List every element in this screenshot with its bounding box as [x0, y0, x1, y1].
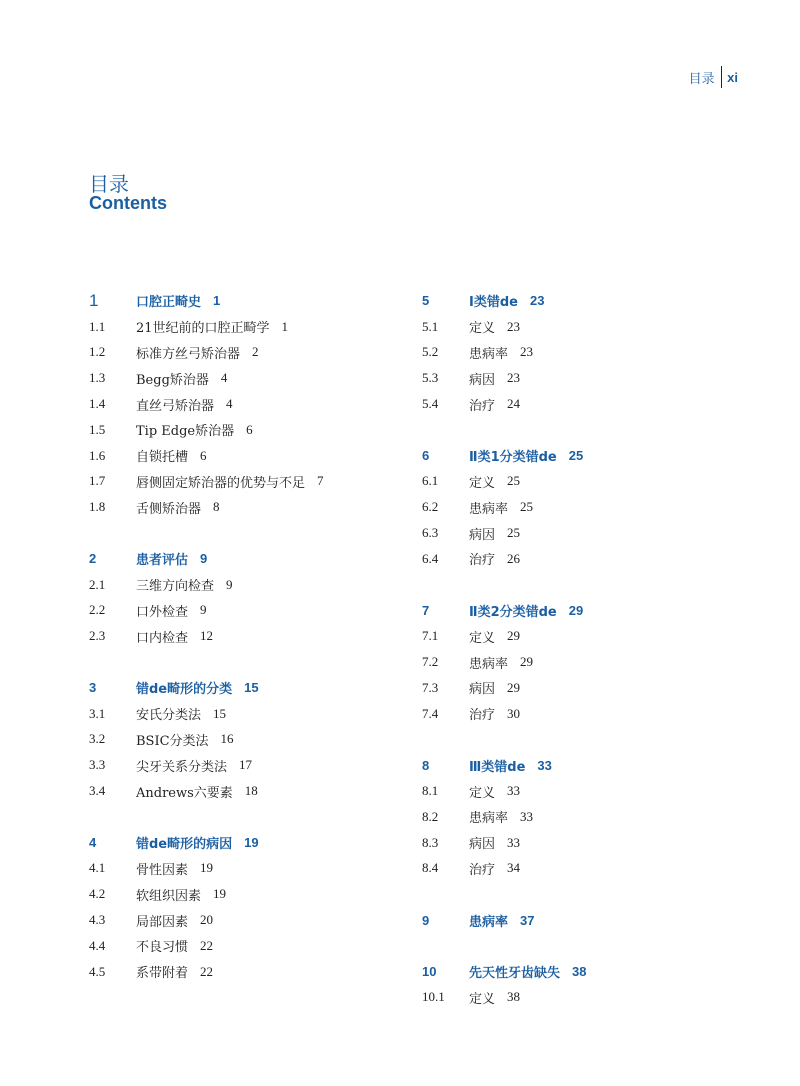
item-page: 7: [317, 473, 324, 489]
toc-chapter[interactable]: [89, 288, 389, 314]
running-header: [689, 66, 738, 88]
chapter-number: 3: [89, 680, 97, 696]
toc-item[interactable]: [422, 649, 742, 675]
chapter-page: 33: [537, 757, 552, 773]
section-spacer: [89, 649, 389, 675]
chapter-title: Ⅱ类2分类错de: [469, 604, 557, 620]
item-page: 12: [200, 628, 214, 644]
toc-left-column: [89, 288, 389, 985]
toc-item[interactable]: [89, 752, 389, 778]
item-page: 23: [507, 370, 521, 386]
item-number: 6.3: [422, 525, 439, 541]
item-title: 标准方丝弓矫治器: [136, 346, 241, 362]
toc-item[interactable]: [89, 907, 389, 933]
item-page: 33: [520, 808, 534, 824]
chapter-page: 29: [568, 602, 584, 618]
item-number: 10.1: [422, 989, 445, 1005]
item-title: 直丝弓矫治器: [136, 398, 215, 414]
item-title: 21世纪前的口腔正畸学: [136, 321, 270, 337]
toc-item[interactable]: [422, 856, 742, 882]
item-number: 4.1: [89, 860, 106, 876]
chapter-title: 先天性牙齿缺失: [469, 966, 561, 982]
chapter-number: 4: [89, 835, 97, 851]
item-page: 16: [220, 731, 234, 747]
toc-chapter[interactable]: [422, 752, 742, 778]
item-number: 5.4: [422, 396, 439, 412]
toc-item[interactable]: [422, 391, 742, 417]
item-number: 8.3: [422, 834, 439, 850]
item-title: 唇侧固定矫治器的优势与不足: [136, 475, 306, 491]
chapter-page: 37: [520, 912, 535, 928]
item-title: 定义: [469, 785, 496, 801]
item-page: 2: [252, 344, 259, 360]
item-page: 9: [200, 602, 207, 618]
toc-item[interactable]: [422, 985, 742, 1011]
chapter-title: Ⅰ类错de: [469, 295, 518, 311]
item-number: 6.2: [422, 499, 439, 515]
chapter-page: 19: [244, 835, 259, 851]
item-title: 定义: [469, 630, 496, 646]
chapter-page: 1: [213, 293, 221, 309]
chapter-number: 6: [422, 448, 430, 464]
chapter-number: 1: [89, 290, 99, 310]
toc-item[interactable]: [422, 546, 742, 572]
toc-item[interactable]: [422, 314, 742, 340]
item-number: 8.2: [422, 808, 439, 824]
item-title: 骨性因素: [136, 862, 189, 878]
chapter-title: 患病率: [469, 914, 509, 930]
page-title-zh: 目录: [89, 172, 129, 196]
toc-item[interactable]: [422, 623, 742, 649]
item-number: 7.1: [422, 628, 439, 644]
toc-chapter[interactable]: [422, 598, 742, 624]
item-title: 舌侧矫治器: [136, 501, 202, 517]
item-title: 患病率: [469, 811, 509, 827]
toc-item[interactable]: [422, 365, 742, 391]
item-number: 1.2: [89, 344, 106, 360]
toc-item[interactable]: [422, 520, 742, 546]
item-page: 15: [213, 705, 227, 721]
chapter-page: 25: [568, 448, 584, 464]
item-title: 治疗: [469, 862, 496, 878]
item-title: 定义: [469, 321, 496, 337]
toc-item[interactable]: [422, 340, 742, 366]
item-page: 22: [200, 963, 214, 979]
item-title: 治疗: [469, 708, 496, 724]
item-number: 7.3: [422, 679, 439, 695]
item-page: 4: [220, 370, 228, 386]
chapter-number: 10: [422, 964, 437, 980]
item-number: 2.2: [89, 602, 106, 618]
item-title: 治疗: [469, 553, 496, 569]
item-title: 尖牙关系分类法: [136, 759, 228, 775]
item-number: 1.3: [89, 370, 106, 386]
item-title: 系带附着: [136, 966, 189, 982]
section-spacer: [422, 727, 742, 753]
toc-item[interactable]: [422, 701, 742, 727]
toc-chapter[interactable]: [89, 830, 389, 856]
toc-item[interactable]: [89, 417, 389, 443]
item-number: 1.1: [89, 318, 106, 334]
item-number: 1.7: [89, 473, 106, 489]
item-page: 22: [200, 937, 214, 953]
item-number: 3.2: [89, 731, 106, 747]
toc-item[interactable]: [89, 314, 389, 340]
toc-item[interactable]: [422, 675, 742, 701]
item-page: 34: [507, 860, 521, 876]
item-title: 患病率: [469, 346, 509, 362]
toc-item[interactable]: [89, 365, 389, 391]
chapter-number: 7: [422, 602, 430, 618]
item-title: 不良习惯: [136, 940, 189, 956]
toc-item[interactable]: [89, 598, 389, 624]
chapter-title: Ⅱ类1分类错de: [469, 450, 557, 466]
chapter-title: 错de畸形的分类: [136, 682, 233, 698]
toc-item[interactable]: [89, 778, 389, 804]
item-title: 病因: [469, 837, 496, 853]
item-page: 6: [246, 421, 253, 437]
item-number: 6.1: [422, 473, 439, 489]
item-page: 19: [200, 860, 214, 876]
item-page: 23: [507, 318, 521, 334]
toc-item[interactable]: [422, 830, 742, 856]
toc-item[interactable]: [89, 856, 389, 882]
item-page: 18: [244, 783, 258, 799]
item-number: 7.4: [422, 705, 439, 721]
chapter-number: 5: [422, 293, 430, 309]
item-title: 病因: [469, 527, 496, 543]
toc-item[interactable]: [89, 340, 389, 366]
item-title: 口内检查: [136, 630, 189, 646]
chapter-page: 9: [200, 551, 208, 567]
item-number: 4.2: [89, 886, 106, 902]
item-title: 患病率: [469, 656, 509, 672]
item-number: 5.3: [422, 370, 439, 386]
toc-chapter[interactable]: [422, 959, 742, 985]
item-page: 23: [520, 344, 534, 360]
page-title-en: Contents: [89, 193, 167, 213]
item-title: 病因: [469, 682, 496, 698]
item-page: 20: [200, 912, 214, 928]
item-number: 7.2: [422, 654, 439, 670]
item-page: 9: [226, 576, 233, 592]
item-number: 4.4: [89, 937, 106, 953]
item-page: 8: [213, 499, 220, 515]
toc-item[interactable]: [422, 804, 742, 830]
section-spacer: [422, 881, 742, 907]
section-spacer: [89, 520, 389, 546]
item-number: 3.3: [89, 757, 106, 773]
toc-item[interactable]: [422, 778, 742, 804]
item-page: 33: [507, 834, 521, 850]
item-page: 30: [507, 705, 521, 721]
item-title: Begg矫治器: [136, 372, 209, 388]
toc-item[interactable]: [89, 933, 389, 959]
item-title: 患病率: [469, 501, 509, 517]
chapter-number: 9: [422, 912, 430, 928]
item-page: 29: [520, 654, 534, 670]
item-title: 软组织因素: [136, 888, 202, 904]
chapter-page: 38: [572, 964, 587, 980]
item-title: 局部因素: [136, 914, 189, 930]
item-number: 8.1: [422, 783, 439, 799]
toc-chapter[interactable]: [422, 907, 742, 933]
toc-chapter[interactable]: [422, 443, 742, 469]
item-number: 2.3: [89, 628, 106, 644]
toc-item[interactable]: [422, 469, 742, 495]
item-page: 24: [507, 396, 521, 412]
chapter-title: 患者评估: [136, 553, 189, 569]
chapter-title: Ⅲ类错de: [469, 759, 526, 775]
item-title: 安氏分类法: [136, 708, 202, 724]
toc-item[interactable]: [89, 959, 389, 985]
chapter-page: 23: [529, 293, 545, 309]
item-page: 29: [507, 628, 521, 644]
toc-item[interactable]: [89, 469, 389, 495]
section-spacer: [422, 572, 742, 598]
item-title: Andrews六要素: [136, 785, 233, 801]
item-title: BSIC分类法: [136, 733, 209, 749]
item-number: 8.4: [422, 860, 439, 876]
toc-item[interactable]: [89, 572, 389, 598]
header-divider: [721, 66, 723, 88]
toc-chapter[interactable]: [89, 675, 389, 701]
toc-right-column: [422, 288, 742, 1010]
item-number: 6.4: [422, 550, 439, 566]
chapter-number: 8: [422, 757, 430, 773]
running-title: 目录: [688, 71, 715, 87]
item-page: 19: [213, 886, 227, 902]
item-title: 治疗: [469, 398, 496, 414]
item-page: 1: [281, 318, 289, 334]
toc-item[interactable]: [89, 701, 389, 727]
item-page: 29: [507, 679, 521, 695]
item-number: 1.5: [89, 421, 106, 437]
item-title: Tip Edge矫治器: [136, 424, 235, 440]
section-spacer: [422, 933, 742, 959]
item-title: 定义: [469, 475, 496, 491]
toc-item[interactable]: [89, 391, 389, 417]
section-spacer: [422, 417, 742, 443]
item-title: 口外检查: [136, 604, 189, 620]
item-page: 33: [507, 783, 521, 799]
chapter-title: 错de畸形的病因: [136, 837, 233, 853]
toc-chapter[interactable]: [422, 288, 742, 314]
item-page: 4: [226, 396, 233, 412]
item-page: 26: [507, 550, 521, 566]
item-title: 定义: [469, 991, 496, 1007]
item-page: 25: [507, 473, 521, 489]
item-page: 6: [200, 447, 207, 463]
item-title: 自锁托槽: [136, 450, 189, 466]
item-number: 1.6: [89, 447, 106, 463]
item-number: 3.4: [89, 783, 106, 799]
toc-item[interactable]: [89, 881, 389, 907]
toc-item[interactable]: [422, 494, 742, 520]
item-page: 38: [507, 989, 521, 1005]
toc-item[interactable]: [89, 727, 389, 753]
item-number: 4.3: [89, 912, 106, 928]
toc-item[interactable]: [89, 443, 389, 469]
chapter-page: 15: [244, 680, 259, 696]
item-number: 5.2: [422, 344, 439, 360]
item-number: 2.1: [89, 576, 106, 592]
item-number: 5.1: [422, 318, 439, 334]
item-title: 病因: [469, 372, 496, 388]
item-number: 3.1: [89, 705, 106, 721]
item-number: 4.5: [89, 963, 106, 979]
item-number: 1.8: [89, 499, 106, 515]
toc-chapter[interactable]: [89, 546, 389, 572]
item-page: 25: [507, 525, 521, 541]
page-number: xi: [727, 69, 738, 85]
toc-item[interactable]: [89, 494, 389, 520]
section-spacer: [89, 804, 389, 830]
item-page: 25: [520, 499, 534, 515]
item-page: 17: [239, 757, 253, 773]
chapter-title: 口腔正畸史: [136, 295, 202, 311]
item-number: 1.4: [89, 396, 106, 412]
chapter-number: 2: [89, 551, 97, 567]
toc-item[interactable]: [89, 623, 389, 649]
item-title: 三维方向检查: [136, 579, 215, 595]
